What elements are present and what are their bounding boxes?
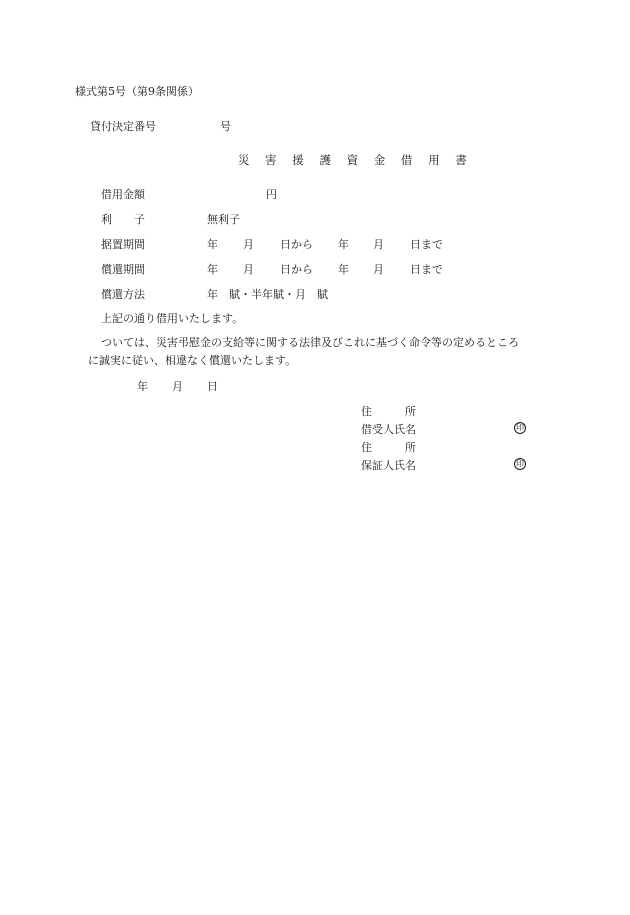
loan-amount-label: 借用金額 bbox=[101, 188, 145, 201]
decision-number-suffix: 号 bbox=[220, 120, 231, 133]
deferment-period-label: 据置期間 bbox=[101, 238, 145, 251]
statement-repay-line2: に誠実に従い、相違なく償還いたします。 bbox=[88, 354, 297, 367]
repayment-period-label: 償還期間 bbox=[101, 263, 145, 276]
deferment-start-day: 日から bbox=[280, 238, 313, 251]
guarantor-address-label: 住 所 bbox=[361, 441, 416, 454]
repayment-start-day: 日から bbox=[280, 263, 313, 276]
deferment-end-year: 年 bbox=[338, 238, 349, 251]
deferment-start-year: 年 bbox=[207, 238, 218, 251]
repayment-method-options: 年 賦・半年賦・月 賦 bbox=[207, 288, 328, 301]
repayment-method-label: 償還方法 bbox=[101, 288, 145, 301]
borrower-address-label: 住 所 bbox=[361, 405, 416, 418]
form-number: 様式第5号（第9条関係） bbox=[75, 85, 199, 98]
interest-label: 利 子 bbox=[101, 213, 145, 226]
deferment-end-month: 月 bbox=[373, 238, 384, 251]
decision-number-label: 貸付決定番号 bbox=[90, 120, 156, 133]
repayment-start-year: 年 bbox=[207, 263, 218, 276]
deferment-end-day: 日まで bbox=[410, 238, 443, 251]
repayment-start-month: 月 bbox=[243, 263, 254, 276]
document-title: 災 害 援 護 資 金 借 用 書 bbox=[238, 153, 473, 167]
interest-value: 無利子 bbox=[207, 213, 240, 226]
date-month: 月 bbox=[172, 380, 183, 393]
date-year: 年 bbox=[137, 380, 148, 393]
date-day: 日 bbox=[207, 380, 218, 393]
repayment-end-day: 日まで bbox=[410, 263, 443, 276]
guarantor-seal-icon: 印 bbox=[516, 459, 524, 468]
statement-borrow: 上記の通り借用いたします。 bbox=[101, 312, 244, 325]
repayment-end-year: 年 bbox=[338, 263, 349, 276]
repayment-end-month: 月 bbox=[373, 263, 384, 276]
guarantor-name-label: 保証人氏名 bbox=[361, 459, 416, 472]
borrower-name-label: 借受人氏名 bbox=[361, 423, 416, 436]
statement-repay-line1: ついては、災害弔慰金の支給等に関する法律及びこれに基づく命令等の定めるところ bbox=[101, 336, 519, 349]
deferment-start-month: 月 bbox=[243, 238, 254, 251]
borrower-seal-icon: 印 bbox=[516, 423, 524, 432]
loan-amount-unit: 円 bbox=[266, 188, 277, 201]
